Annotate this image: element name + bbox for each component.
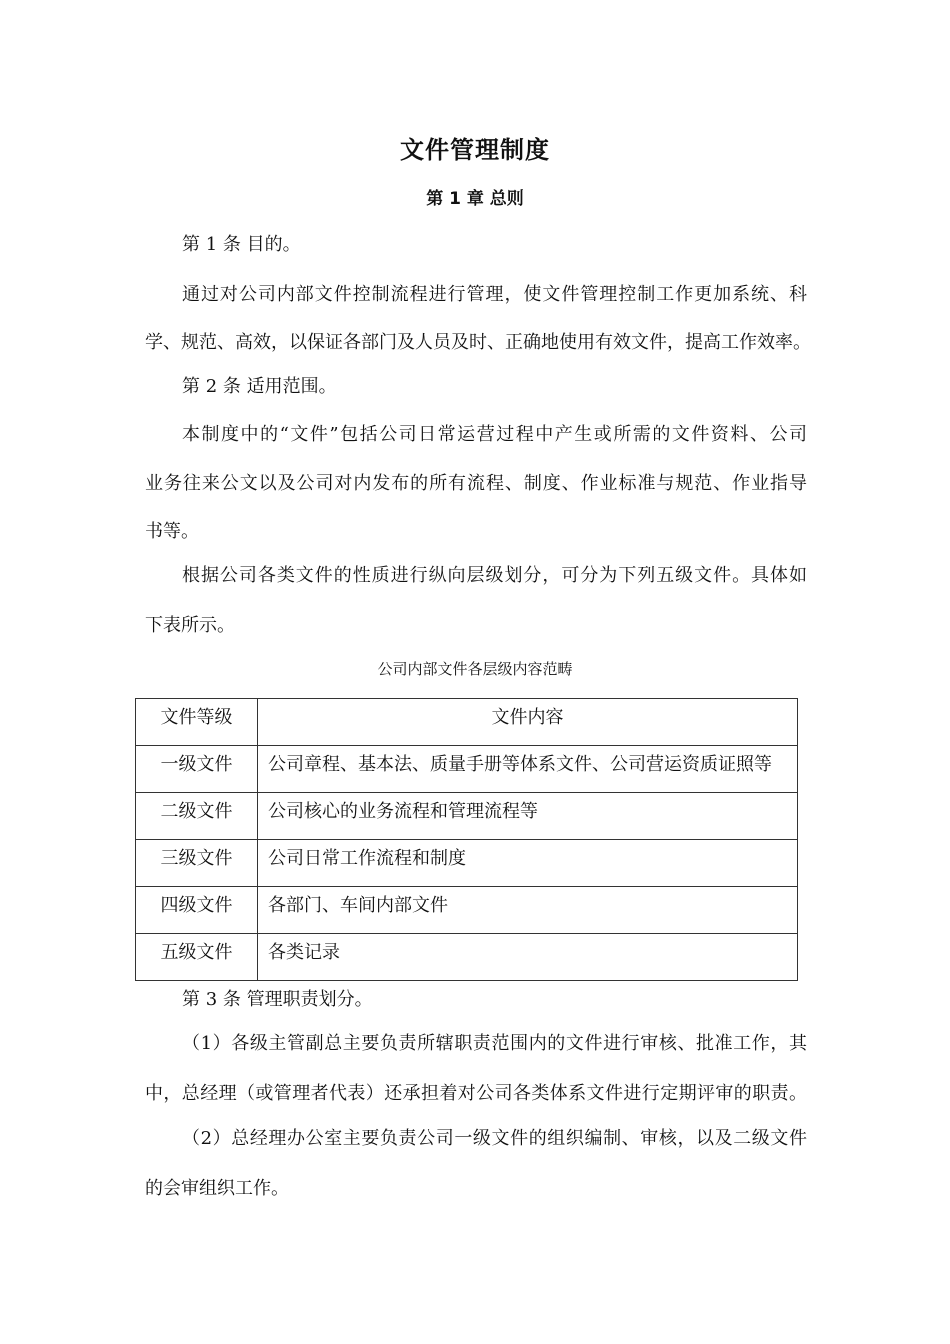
row-content: 各类记录 <box>268 942 340 963</box>
table-cell <box>258 746 798 793</box>
row-level: 五级文件 <box>160 942 233 963</box>
file-level-table <box>135 698 798 981</box>
article-3-item-1-line-1: （1）各级主管副总主要负责所辖职责范围内的文件进行审核、批准工作，其 <box>182 1033 807 1054</box>
table-caption: 公司内部文件各层级内容范畴 <box>377 660 573 678</box>
table-cell <box>258 840 798 887</box>
article-3-item-2-line-2: 的会审组织工作。 <box>145 1178 289 1199</box>
article-3-item-1-line-2: 中，总经理（或管理者代表）还承担着对公司各类体系文件进行定期评审的职责。 <box>145 1083 807 1104</box>
table-header-row <box>136 699 798 746</box>
header-level: 文件等级 <box>160 707 233 728</box>
table-header-cell <box>136 699 258 746</box>
table-cell <box>136 934 258 981</box>
table-cell <box>258 793 798 840</box>
table-cell <box>136 887 258 934</box>
article-2-heading: 第 2 条 适用范围。 <box>182 376 337 397</box>
table-row <box>136 793 798 840</box>
table-header-cell <box>258 699 798 746</box>
chapter-heading: 第 1 章 总则 <box>426 189 524 209</box>
table-cell <box>136 793 258 840</box>
table-row <box>136 840 798 887</box>
row-level: 四级文件 <box>160 895 233 916</box>
row-content: 公司核心的业务流程和管理流程等 <box>268 801 538 822</box>
article-2-para-1-line-2: 业务往来公文以及公司对内发布的所有流程、制度、作业标准与规范、作业指导 <box>145 473 807 494</box>
table-row <box>136 746 798 793</box>
row-content: 公司日常工作流程和制度 <box>268 848 466 869</box>
table-cell <box>136 840 258 887</box>
article-2-para-2-line-1: 根据公司各类文件的性质进行纵向层级划分，可分为下列五级文件。具体如 <box>182 565 807 586</box>
article-2-para-2-line-2: 下表所示。 <box>145 615 235 636</box>
header-content: 文件内容 <box>491 707 564 728</box>
article-1-para-line-1: 通过对公司内部文件控制流程进行管理，使文件管理控制工作更加系统、科 <box>182 284 807 305</box>
article-3-heading: 第 3 条 管理职责划分。 <box>182 989 373 1010</box>
article-1-para-line-2: 学、规范、高效，以保证各部门及人员及时、正确地使用有效文件，提高工作效率。 <box>145 332 811 353</box>
document-title: 文件管理制度 <box>400 136 550 164</box>
article-3-item-2-line-1: （2）总经理办公室主要负责公司一级文件的组织编制、审核，以及二级文件 <box>182 1128 807 1149</box>
table-cell <box>136 746 258 793</box>
row-level: 二级文件 <box>160 801 233 822</box>
row-content: 公司章程、基本法、质量手册等体系文件、公司营运资质证照等 <box>268 754 772 775</box>
article-2-para-1-line-1: 本制度中的“文件”包括公司日常运营过程中产生或所需的文件资料、公司 <box>182 424 807 445</box>
table-row <box>136 887 798 934</box>
row-content: 各部门、车间内部文件 <box>268 895 448 916</box>
table-cell <box>258 887 798 934</box>
article-2-para-1-line-3: 书等。 <box>145 521 199 542</box>
row-level: 一级文件 <box>160 754 233 775</box>
table-row <box>136 934 798 981</box>
article-1-heading: 第 1 条 目的。 <box>182 234 301 255</box>
row-level: 三级文件 <box>160 848 233 869</box>
table-cell <box>258 934 798 981</box>
